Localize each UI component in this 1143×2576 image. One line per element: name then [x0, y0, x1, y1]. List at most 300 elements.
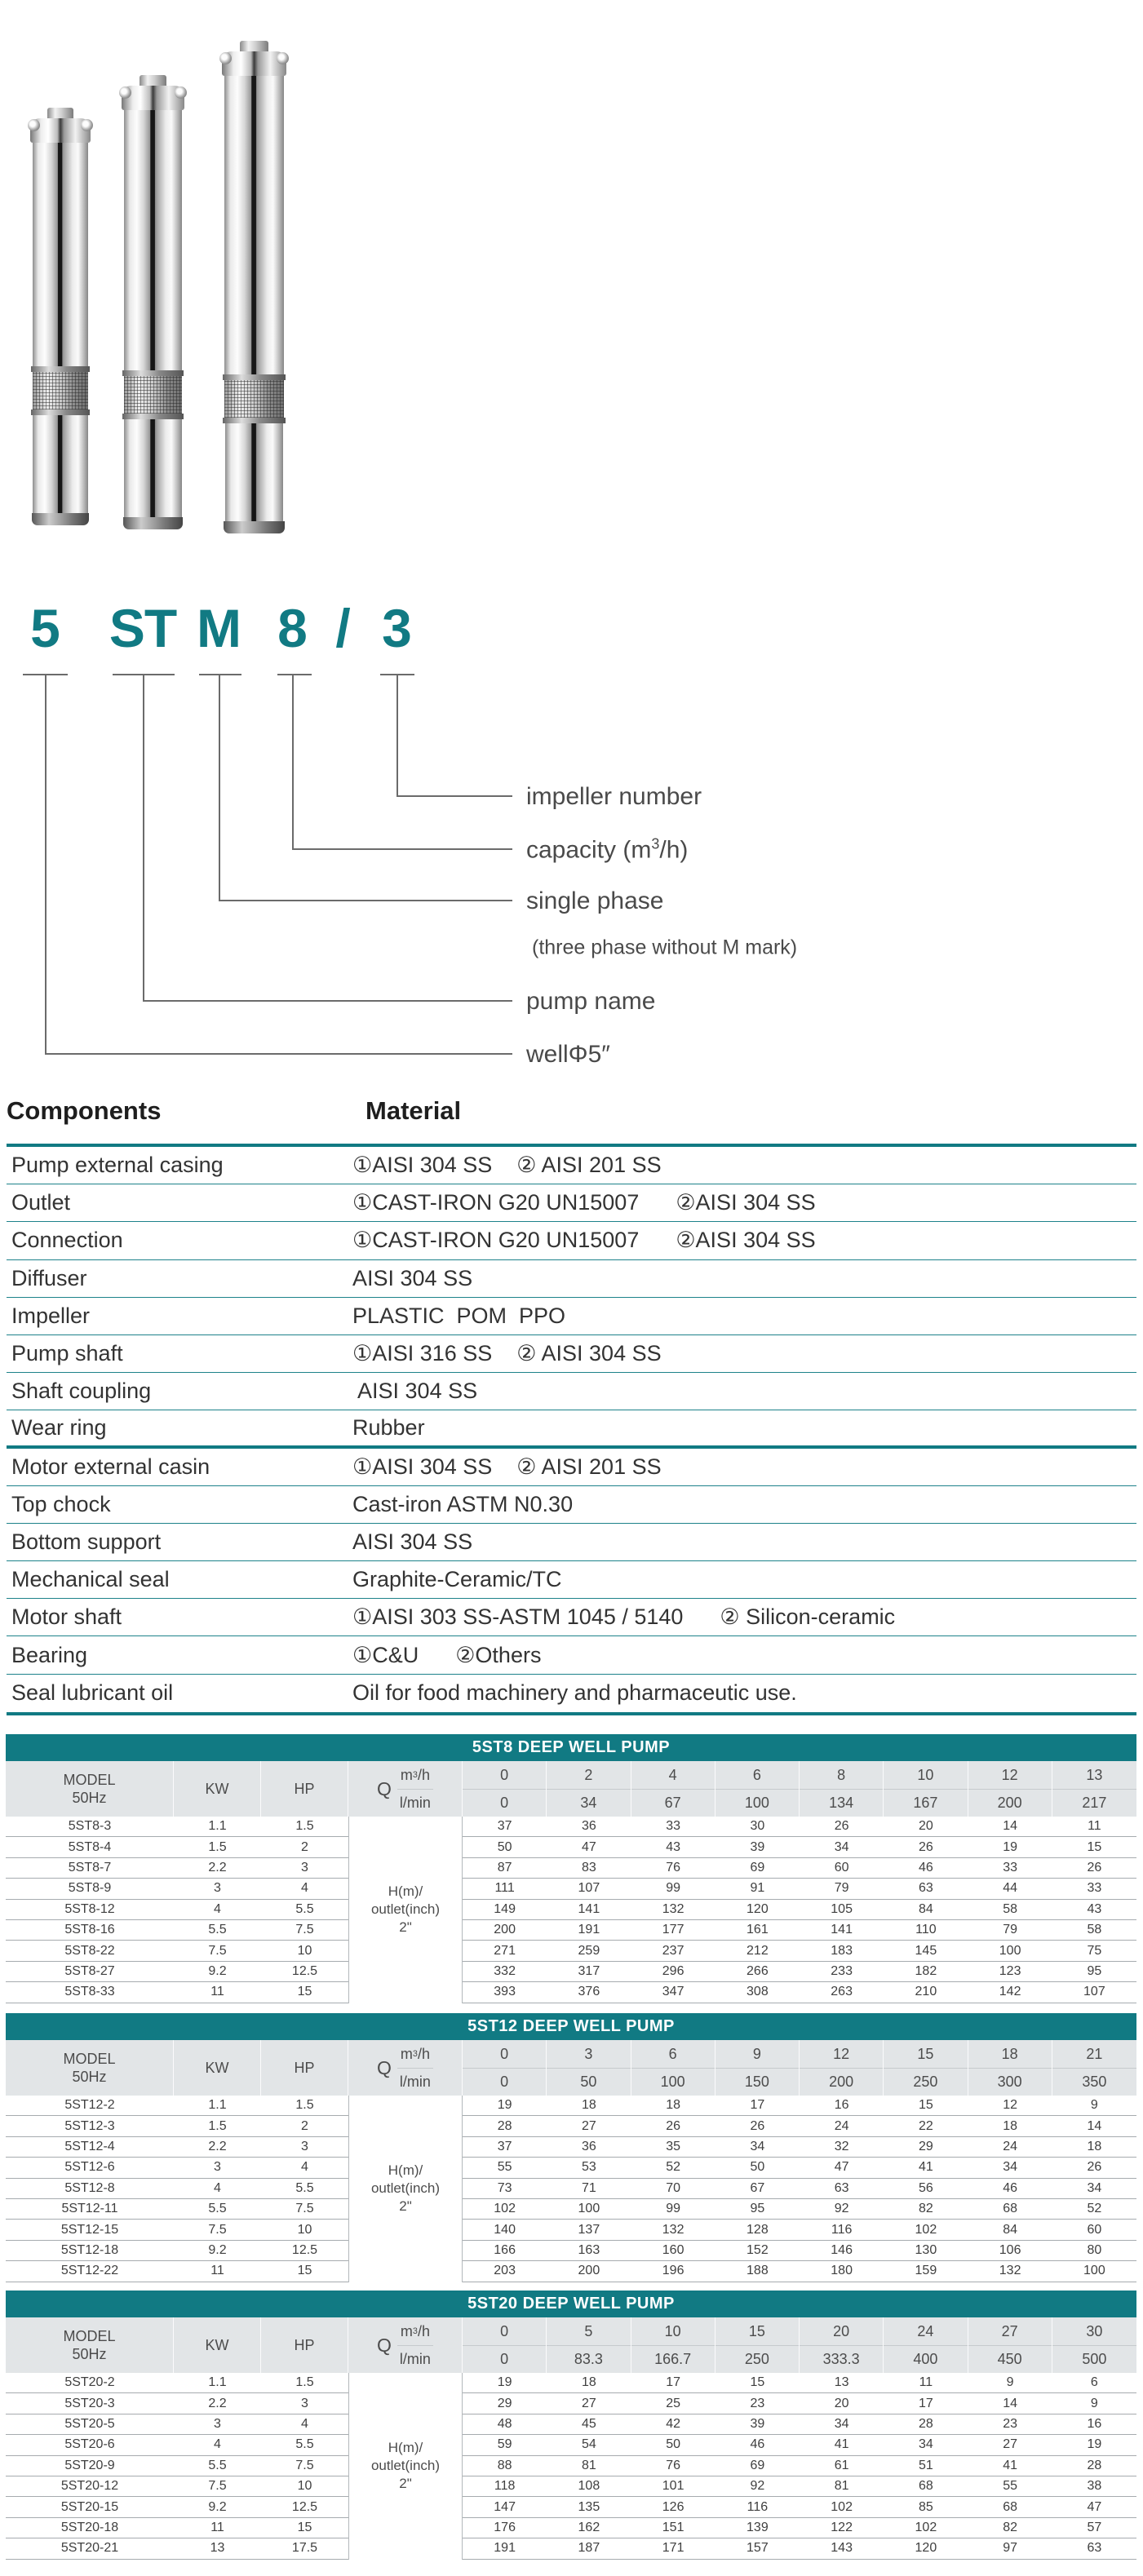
cell-head-value: 102 [800, 2497, 884, 2517]
cell-head-value: 88 [463, 2456, 547, 2476]
components-heading: Components [7, 1096, 162, 1125]
header-flow-col [884, 2317, 968, 2373]
cell-head-value: 27 [968, 2435, 1052, 2455]
cell-head-value: 163 [547, 2241, 631, 2261]
header-model [6, 2040, 174, 2096]
cell-head-value: 18 [968, 2116, 1052, 2136]
cell-model: 5ST20-5 [6, 2414, 174, 2435]
flow-m3h-value: 0 [463, 1762, 546, 1790]
components-table [7, 1144, 1136, 1715]
component-name: Diffuser [11, 1265, 87, 1290]
cell-head-value: 69 [715, 1858, 800, 1879]
flow-m3h-value: 9 [715, 2041, 799, 2069]
flow-m3h-value: 24 [884, 2318, 967, 2346]
cell-head-value: 97 [968, 2538, 1052, 2559]
flow-lmin-value: 200 [997, 1794, 1022, 1811]
table-row [6, 2137, 1136, 2158]
cell-head-value: 132 [631, 1900, 715, 1920]
cell-model: 5ST20-9 [6, 2456, 174, 2476]
model-code-phase: M [197, 598, 241, 658]
cell-head-value: 100 [968, 1941, 1052, 1961]
cell-head-value: 61 [800, 2456, 884, 2476]
cell-hp: 12.5 [261, 1962, 348, 1982]
cell-model: 5ST12-18 [6, 2241, 174, 2261]
cell-hp: 10 [261, 1941, 348, 1961]
flow-lmin-value: 83.3 [574, 2350, 603, 2367]
cell-outlet-spacer [348, 2538, 463, 2559]
flow-m3h-value: 0 [463, 2318, 546, 2346]
header-flow-col [800, 1761, 884, 1817]
flow-m3h-value: 10 [631, 2318, 715, 2346]
table-row [6, 2518, 1136, 2538]
component-material: AISI 304 SS [352, 1379, 478, 1404]
cell-head-value: 92 [715, 2476, 800, 2497]
cell-head-value: 347 [631, 1982, 715, 2003]
component-name: Mechanical seal [11, 1567, 170, 1592]
cell-model: 5ST8-27 [6, 1962, 174, 1982]
cell-kw: 2.2 [174, 1858, 261, 1879]
cell-head-value: 16 [800, 2096, 884, 2116]
flow-lmin-value: 400 [913, 2350, 938, 2367]
cell-head-value: 55 [463, 2158, 547, 2178]
flow-m3h-value: 21 [1052, 2041, 1136, 2069]
cell-head-value: 14 [968, 2393, 1052, 2414]
cell-head-value: 11 [1052, 1817, 1136, 1837]
flow-lmin-value: 34 [580, 1794, 597, 1811]
header-flow-col [968, 1761, 1052, 1817]
flow-lmin-value: 0 [500, 2073, 509, 2090]
table-title-bar: 5ST8 DEEP WELL PUMP [6, 1734, 1136, 1761]
cell-head-value: 46 [715, 2435, 800, 2455]
cell-head-value: 25 [631, 2393, 715, 2414]
cell-head-value: 182 [884, 1962, 968, 1982]
cell-head-value: 34 [715, 2137, 800, 2158]
cell-model: 5ST8-7 [6, 1858, 174, 1879]
cell-model: 5ST12-8 [6, 2179, 174, 2199]
header-flow-col [631, 2040, 715, 2096]
header-hp: HP [261, 2317, 348, 2373]
cell-head-value: 393 [463, 1982, 547, 2003]
component-name: Motor external casin [11, 1454, 210, 1479]
cell-head-value: 63 [1052, 2538, 1136, 2559]
label-capacity-suffix: /h) [659, 836, 689, 864]
cell-head-value: 34 [968, 2158, 1052, 2178]
component-name: Seal lubricant oil [11, 1680, 174, 1706]
cell-head-value: 99 [631, 2199, 715, 2220]
connector-line [292, 674, 294, 850]
cell-head-value: 151 [631, 2518, 715, 2538]
cell-head-value: 237 [631, 1941, 715, 1961]
flow-lmin-value: 500 [1082, 2350, 1107, 2367]
header-kw: KW [174, 2040, 261, 2096]
cell-hp: 4 [261, 1879, 348, 1899]
table-row [6, 2435, 1136, 2455]
cell-head-value: 63 [884, 1879, 968, 1899]
cell-head-value: 34 [800, 2414, 884, 2435]
table-row [6, 2393, 1136, 2414]
cell-head-value: 118 [463, 2476, 547, 2497]
cell-head-value: 82 [968, 2518, 1052, 2538]
header-q-letter: Q [377, 2056, 392, 2078]
pump-bottom-cap [224, 521, 285, 533]
cell-head-value: 71 [547, 2179, 631, 2199]
component-material: ①CAST-IRON G20 UN15007 ②AISI 304 SS [352, 1190, 816, 1215]
cell-kw: 2.2 [174, 2137, 261, 2158]
cell-outlet-spacer [348, 1982, 463, 2003]
label-well-size: wellΦ5″ [526, 1041, 610, 1068]
cell-head-value: 137 [547, 2220, 631, 2240]
cell-kw: 3 [174, 1879, 261, 1899]
cell-head-value: 42 [631, 2414, 715, 2435]
cell-outlet-spacer [348, 1962, 463, 1982]
table-row [6, 2538, 1136, 2559]
cell-kw: 9.2 [174, 2497, 261, 2517]
header-q-letter: Q [377, 1777, 392, 1799]
cell-head-value: 43 [1052, 1900, 1136, 1920]
connector-line [219, 900, 512, 901]
header-flow-col [631, 2317, 715, 2373]
header-q [348, 2317, 463, 2373]
cell-head-value: 145 [884, 1941, 968, 1961]
component-material: ①AISI 316 SS ② AISI 304 SS [352, 1341, 662, 1366]
cell-kw: 4 [174, 2179, 261, 2199]
header-flow-col [715, 2317, 800, 2373]
cell-head-value: 22 [884, 2116, 968, 2136]
cell-head-value: 57 [1052, 2518, 1136, 2538]
unit-m-suffix: /h [417, 2322, 430, 2339]
cell-outlet-spacer [348, 2435, 463, 2455]
outlet-merged-line: outlet(inch) [370, 2180, 441, 2197]
cell-model: 5ST12-22 [6, 2261, 174, 2282]
cell-head-value: 116 [715, 2497, 800, 2517]
flow-m3h-value: 15 [715, 2318, 799, 2346]
pump-motor-section [225, 423, 284, 521]
flow-m3h-value: 27 [968, 2318, 1052, 2346]
cell-head-value: 17 [631, 2373, 715, 2393]
cell-head-value: 152 [715, 2241, 800, 2261]
pump-cap [222, 51, 286, 76]
cell-head-value: 176 [463, 2518, 547, 2538]
component-row [7, 1561, 1136, 1599]
component-row [7, 1298, 1136, 1335]
cell-kw: 5.5 [174, 2199, 261, 2220]
pump-lift-knob [240, 41, 268, 51]
cell-outlet-spacer [348, 2518, 463, 2538]
flow-m3h-value: 3 [547, 2041, 630, 2069]
cell-model: 5ST8-33 [6, 1982, 174, 2003]
cell-kw: 1.1 [174, 2373, 261, 2393]
cell-outlet-spacer [348, 2199, 463, 2220]
header-model-line2: 50Hz [72, 1790, 107, 1806]
table-row [6, 2220, 1136, 2240]
cell-kw: 4 [174, 2435, 261, 2455]
cell-head-value: 183 [800, 1941, 884, 1961]
cell-head-value: 130 [884, 2241, 968, 2261]
table-header [6, 2317, 1136, 2373]
header-flow-col [715, 1761, 800, 1817]
cell-head-value: 128 [715, 2220, 800, 2240]
component-material: ①CAST-IRON G20 UN15007 ②AISI 304 SS [352, 1228, 816, 1253]
cell-model: 5ST8-16 [6, 1920, 174, 1941]
flow-m3h-value: 0 [463, 2041, 546, 2069]
pump-image-medium [122, 75, 184, 529]
cell-head-value: 26 [1052, 1858, 1136, 1879]
table-row [6, 1837, 1136, 1857]
cell-head-value: 140 [463, 2220, 547, 2240]
cell-head-value: 15 [715, 2373, 800, 2393]
cell-head-value: 132 [631, 2220, 715, 2240]
cell-head-value: 120 [715, 1900, 800, 1920]
cell-head-value: 79 [968, 1920, 1052, 1941]
flow-lmin-value: 67 [664, 1794, 681, 1811]
connector-line [292, 848, 512, 850]
cell-head-value: 16 [1052, 2414, 1136, 2435]
cell-head-value: 56 [884, 2179, 968, 2199]
cell-head-value: 91 [715, 1879, 800, 1899]
outlet-merged-line: outlet(inch) [370, 1901, 441, 1918]
cell-hp: 3 [261, 2137, 348, 2158]
pump-ring [122, 414, 184, 419]
cell-head-value: 105 [800, 1900, 884, 1920]
header-flow-col [715, 2040, 800, 2096]
cell-model: 5ST20-3 [6, 2393, 174, 2414]
cell-head-value: 27 [547, 2393, 631, 2414]
component-name: Top chock [11, 1491, 111, 1516]
cell-head-value: 81 [547, 2456, 631, 2476]
cell-head-value: 212 [715, 1941, 800, 1961]
flow-lmin-value: 217 [1082, 1794, 1107, 1811]
cell-head-value: 11 [884, 2373, 968, 2393]
component-row [7, 1675, 1136, 1712]
cell-outlet-spacer [348, 1879, 463, 1899]
header-flow-col [463, 2040, 547, 2096]
component-material: ①AISI 303 SS-ASTM 1045 / 5140 ② Silicon-ceramic [352, 1604, 896, 1630]
header-q-units [397, 2318, 433, 2373]
pump-bottom-cap [123, 517, 183, 529]
label-single-phase: single phase [526, 887, 664, 914]
cell-head-value: 29 [884, 2137, 968, 2158]
header-unit-lmin: l/min [399, 2350, 431, 2367]
cell-head-value: 80 [1052, 2241, 1136, 2261]
table-header [6, 2040, 1136, 2096]
table-row [6, 2179, 1136, 2199]
connector-line [143, 674, 144, 1002]
pump-ring [31, 366, 90, 372]
cell-head-value: 160 [631, 2241, 715, 2261]
pump-ring [223, 374, 286, 380]
table-row [6, 2456, 1136, 2476]
pump-bottom-cap [32, 513, 89, 525]
component-material: ①C&U ②Others [352, 1642, 542, 1667]
cell-model: 5ST12-11 [6, 2199, 174, 2220]
cell-head-value: 32 [800, 2137, 884, 2158]
cell-model: 5ST8-22 [6, 1941, 174, 1961]
cell-head-value: 107 [547, 1879, 631, 1899]
cell-head-value: 47 [800, 2158, 884, 2178]
table-row [6, 1817, 1136, 1837]
cell-kw: 7.5 [174, 2220, 261, 2240]
header-model [6, 1761, 174, 1817]
cell-head-value: 26 [715, 2116, 800, 2136]
cell-head-value: 34 [800, 1837, 884, 1857]
cell-head-value: 51 [884, 2456, 968, 2476]
cell-outlet-spacer [348, 2414, 463, 2435]
model-code-pump-name: ST [109, 598, 177, 658]
cell-hp: 4 [261, 2414, 348, 2435]
cell-head-value: 296 [631, 1962, 715, 1982]
cell-head-value: 50 [631, 2435, 715, 2455]
cell-outlet-spacer [348, 1817, 463, 1837]
pump-inlet-mesh [124, 376, 183, 414]
flow-m3h-value: 8 [800, 1762, 883, 1790]
component-name: Impeller [11, 1303, 91, 1328]
header-flow-col [800, 2040, 884, 2096]
label-capacity-sup: 3 [651, 835, 660, 852]
header-flow-col [884, 1761, 968, 1817]
header-kw: KW [174, 2317, 261, 2373]
cell-kw: 1.5 [174, 2116, 261, 2136]
cell-model: 5ST8-9 [6, 1879, 174, 1899]
cell-head-value: 17 [715, 2096, 800, 2116]
connector-line [397, 795, 512, 797]
cell-head-value: 14 [968, 1817, 1052, 1837]
connector-line [397, 674, 398, 797]
unit-m-suffix: /h [417, 1766, 430, 1783]
pump-motor-section [33, 415, 87, 513]
cell-head-value: 33 [968, 1858, 1052, 1879]
flow-lmin-value: 250 [744, 2350, 769, 2367]
flow-lmin-value: 100 [744, 1794, 769, 1811]
cell-head-value: 308 [715, 1982, 800, 2003]
pump-lift-knob [140, 75, 167, 86]
pump-body [124, 110, 183, 370]
cell-model: 5ST20-2 [6, 2373, 174, 2393]
header-unit-lmin: l/min [399, 2073, 431, 2090]
cell-head-value: 68 [968, 2497, 1052, 2517]
component-row [7, 1335, 1136, 1373]
cell-head-value: 6 [1052, 2373, 1136, 2393]
component-name: Pump shaft [11, 1341, 123, 1366]
header-flow-col [463, 1761, 547, 1817]
cell-model: 5ST12-3 [6, 2116, 174, 2136]
flow-m3h-value: 12 [800, 2041, 883, 2069]
header-flow-col [1052, 2317, 1136, 2373]
component-row [7, 1636, 1136, 1674]
cell-head-value: 139 [715, 2518, 800, 2538]
table-row [6, 2158, 1136, 2178]
cell-kw: 7.5 [174, 2476, 261, 2497]
cell-head-value: 67 [715, 2179, 800, 2199]
unit-m-sup: 3 [412, 1770, 418, 1780]
pump-image-small [30, 108, 91, 525]
cell-head-value: 12 [968, 2096, 1052, 2116]
outlet-merged-line: H(m)/ [388, 2440, 423, 2456]
cell-head-value: 210 [884, 1982, 968, 2003]
cell-head-value: 45 [547, 2414, 631, 2435]
pump-table-5st12 [6, 2013, 1136, 2282]
cell-head-value: 18 [631, 2096, 715, 2116]
table-row [6, 2116, 1136, 2136]
component-name: Bearing [11, 1642, 88, 1667]
flow-m3h-value: 4 [631, 1762, 715, 1790]
cell-head-value: 157 [715, 2538, 800, 2559]
component-row [7, 1184, 1136, 1222]
cell-hp: 1.5 [261, 2096, 348, 2116]
cell-outlet-spacer [348, 2456, 463, 2476]
material-heading: Material [365, 1096, 462, 1125]
component-name: Connection [11, 1228, 123, 1253]
component-name: Wear ring [11, 1414, 107, 1440]
cell-head-value: 37 [463, 2137, 547, 2158]
cell-head-value: 141 [547, 1900, 631, 1920]
header-unit-lmin: l/min [399, 1794, 431, 1811]
table-body [6, 2096, 1136, 2282]
cell-outlet-spacer [348, 1900, 463, 1920]
cell-head-value: 102 [884, 2518, 968, 2538]
cell-head-value: 43 [631, 1837, 715, 1857]
cell-head-value: 266 [715, 1962, 800, 1982]
cell-outlet-spacer [348, 1837, 463, 1857]
cell-head-value: 162 [547, 2518, 631, 2538]
cell-head-value: 14 [1052, 2116, 1136, 2136]
cell-head-value: 58 [1052, 1920, 1136, 1941]
outlet-merged-line: H(m)/ [388, 2162, 423, 2179]
cell-hp: 10 [261, 2476, 348, 2497]
header-unit-m3h [397, 2041, 433, 2069]
pump-ring [223, 418, 286, 423]
flow-lmin-value: 300 [997, 2073, 1022, 2090]
table-row [6, 1900, 1136, 1920]
cell-head-value: 108 [547, 2476, 631, 2497]
table-row [6, 1941, 1136, 1961]
cell-kw: 11 [174, 2261, 261, 2282]
cell-head-value: 191 [547, 1920, 631, 1941]
cell-head-value: 76 [631, 1858, 715, 1879]
cell-head-value: 23 [968, 2414, 1052, 2435]
flow-lmin-value: 250 [913, 2073, 938, 2090]
table-title-bar: 5ST20 DEEP WELL PUMP [6, 2291, 1136, 2317]
cell-head-value: 20 [800, 2393, 884, 2414]
cell-hp: 7.5 [261, 2456, 348, 2476]
cell-head-value: 54 [547, 2435, 631, 2455]
cell-head-value: 9 [1052, 2096, 1136, 2116]
cell-head-value: 68 [968, 2199, 1052, 2220]
cell-kw: 9.2 [174, 1962, 261, 1982]
header-model-line1: MODEL [63, 2327, 116, 2344]
cell-kw: 3 [174, 2414, 261, 2435]
cell-head-value: 106 [968, 2241, 1052, 2261]
cell-kw: 5.5 [174, 1920, 261, 1941]
cell-head-value: 83 [547, 1858, 631, 1879]
flow-m3h-value: 15 [884, 2041, 967, 2069]
cell-kw: 13 [174, 2538, 261, 2559]
cell-head-value: 59 [463, 2435, 547, 2455]
cell-head-value: 37 [463, 1817, 547, 1837]
header-unit-m3h [397, 1762, 433, 1790]
flow-m3h-value: 13 [1052, 1762, 1136, 1790]
cell-head-value: 84 [968, 2220, 1052, 2240]
component-material: Graphite-Ceramic/TC [352, 1567, 562, 1592]
pump-motor-section [124, 419, 181, 517]
cell-head-value: 196 [631, 2261, 715, 2282]
cell-head-value: 142 [968, 1982, 1052, 2003]
flow-lmin-value: 0 [500, 1794, 509, 1811]
component-row [7, 1222, 1136, 1259]
flow-m3h-value: 18 [968, 2041, 1052, 2069]
outlet-merged-line: 2" [399, 2476, 412, 2492]
header-hp: HP [261, 1761, 348, 1817]
table-row [6, 1982, 1136, 2003]
